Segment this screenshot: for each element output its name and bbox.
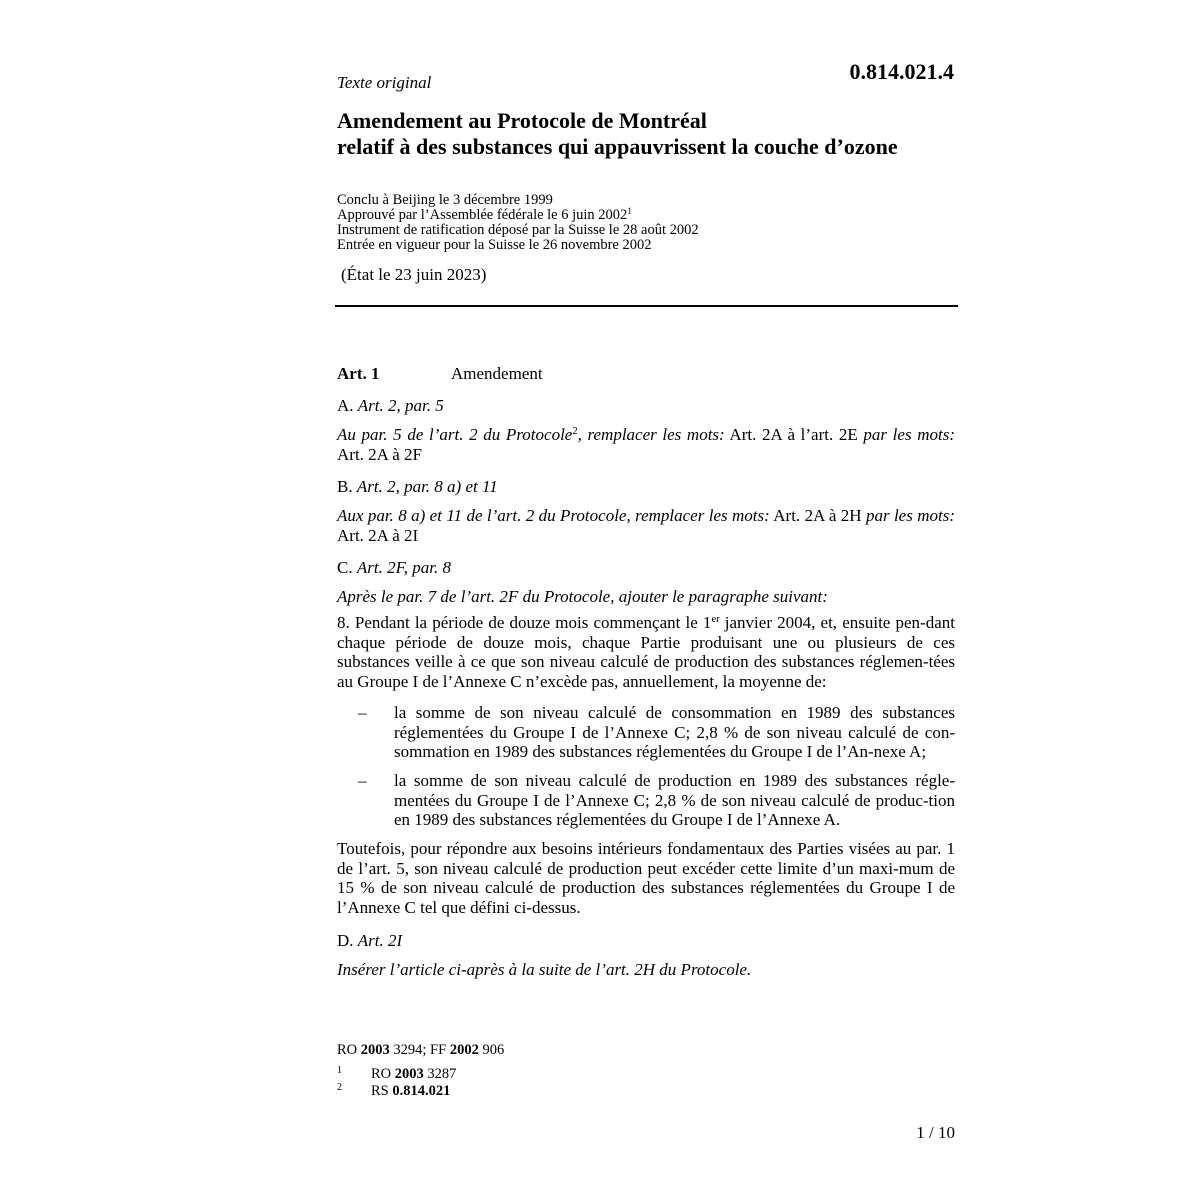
section-c-ref: Art. 2F, par. 8: [356, 558, 451, 577]
document-metadata: [337, 193, 955, 253]
list-item: [337, 703, 955, 762]
exception-paragraph: Toutefois, pour répondre aux besoins intérieurs fondamentaux des Parties visées au par. 1 de l’art. 5, son niveau calculé de production peut excéder cette limite d’un maxi-mum de 15 % de son niveau calculé de production des substances réglementées du Groupe I de l’Annexe C tel que défini ci-dessus.: [337, 839, 955, 917]
footnote-ref-2[interactable]: 2: [572, 426, 578, 438]
ro-rest: 3294; FF: [389, 1042, 450, 1058]
footnote-bold: 0.814.021: [392, 1083, 451, 1099]
document-title: [337, 108, 955, 160]
footnote-bold: 2003: [394, 1066, 424, 1082]
ordinal-superscript: er: [711, 614, 720, 626]
section-b-text-1: Aux par. 8 a) et 11 de l’art. 2 du Protocole, remplacer les mots:: [337, 506, 770, 525]
section-b-heading: [337, 477, 498, 497]
section-d-instruction: Insérer l’article ci-après à la suite de l’art. 2H du Protocole.: [337, 960, 752, 979]
footnote-rest: 3287: [423, 1066, 457, 1082]
section-a-letter: A.: [337, 396, 354, 415]
section-a-text-1: Au par. 5 de l’art. 2 du Protocole: [337, 425, 573, 444]
footnote-2: [337, 1079, 450, 1100]
publication-reference: [337, 1042, 504, 1059]
section-b-letter: B.: [337, 477, 353, 496]
section-c-instruction: Après le par. 7 de l’art. 2F du Protocole, ajouter le paragraphe suivant:: [337, 587, 828, 606]
document-status: Texte original: [337, 73, 432, 92]
section-a-ref: Art. 2, par. 5: [357, 396, 444, 415]
article-title: Amendement: [451, 364, 543, 383]
footnote-prefix: RO: [371, 1066, 395, 1082]
meta-entry: Entrée en vigueur pour la Suisse le 26 novembre 2002: [337, 237, 652, 253]
section-c-heading: [337, 558, 451, 578]
footnote-number: 2: [337, 1082, 342, 1093]
section-a-heading: [337, 396, 444, 416]
section-b-ref: Art. 2, par. 8 a) et 11: [356, 477, 498, 496]
footnote-number: 1: [337, 1065, 342, 1076]
article-label: Art. 1: [337, 364, 380, 383]
meta-approved-text: Approuvé par l’Assemblée fédérale le 6 juin 2002: [337, 207, 628, 223]
ff-rest: 906: [478, 1042, 505, 1058]
meta-concluded: Conclu à Beijing le 3 décembre 1999: [337, 192, 553, 208]
list-item-text: la somme de son niveau calculé de production en 1989 des substances régle-mentées du Groupe I de l’Annexe C; 2,8 % de son niveau calculé de produc-tion en 1989 des substances réglementées du Groupe I de l’Annexe A.: [394, 771, 955, 829]
footnote-ref-1[interactable]: 1: [627, 206, 632, 217]
section-a-instruction: [337, 425, 955, 464]
section-c-letter: C.: [337, 558, 353, 577]
section-b-text-2: par les mots:: [865, 506, 956, 525]
section-b-instruction: [337, 506, 955, 545]
list-item: [337, 771, 955, 830]
article-heading: [337, 364, 543, 384]
section-a-old-words: Art. 2A à l’art. 2E: [724, 425, 864, 444]
header-divider: [335, 305, 958, 307]
section-d-ref: Art. 2I: [357, 931, 403, 950]
ro-year: 2003: [360, 1042, 390, 1058]
ro-prefix: RO: [337, 1042, 361, 1058]
section-b-old-words: Art. 2A à 2H: [769, 506, 866, 525]
list-item-text: la somme de son niveau calculé de consommation en 1989 des substances réglementées du Groupe I de l’Annexe C; 2,8 % de son niveau calculé de con-sommation en 1989 des substances réglementées du Groupe I de l’An-nexe A;: [394, 703, 955, 761]
section-b-new-words: Art. 2A à 2I: [337, 525, 419, 545]
section-d-letter: D.: [337, 931, 354, 950]
section-a-text-1b: , remplacer les mots:: [577, 425, 725, 444]
meta-approved: [337, 208, 955, 223]
list-dash: –: [358, 771, 367, 790]
section-a-text-2: par les mots:: [863, 425, 955, 444]
title-line-1: Amendement au Protocole de Montréal: [337, 108, 707, 133]
paragraph-8-start: 8. Pendant la période de douze mois commençant le 1: [337, 613, 712, 632]
paragraph-8: [337, 613, 955, 691]
ff-year: 2002: [449, 1042, 479, 1058]
meta-instrument: Instrument de ratification déposé par la Suisse le 28 août 2002: [337, 222, 699, 238]
page-number: 1 / 10: [916, 1123, 955, 1142]
list-dash: –: [358, 703, 367, 722]
paragraph-8-rest: janvier 2004, et, ensuite pen-dant chaque période de douze mois, chaque Partie produisant une ou plusieurs de ces substances veille à ce que son niveau calculé de production des substances réglemen-tées au Groupe I de l’Annexe C n’excède pas, annuellement, la moyenne de:: [337, 613, 955, 691]
title-line-2: relatif à des substances qui appauvrissent la couche d’ozone: [337, 134, 898, 159]
section-a-new-words: Art. 2A à 2F: [337, 444, 422, 464]
footnote-prefix: RS: [371, 1083, 393, 1099]
document-number: 0.814.021.4: [849, 59, 954, 84]
section-d-heading: [337, 931, 402, 951]
meta-state: (État le 23 juin 2023): [341, 265, 487, 284]
